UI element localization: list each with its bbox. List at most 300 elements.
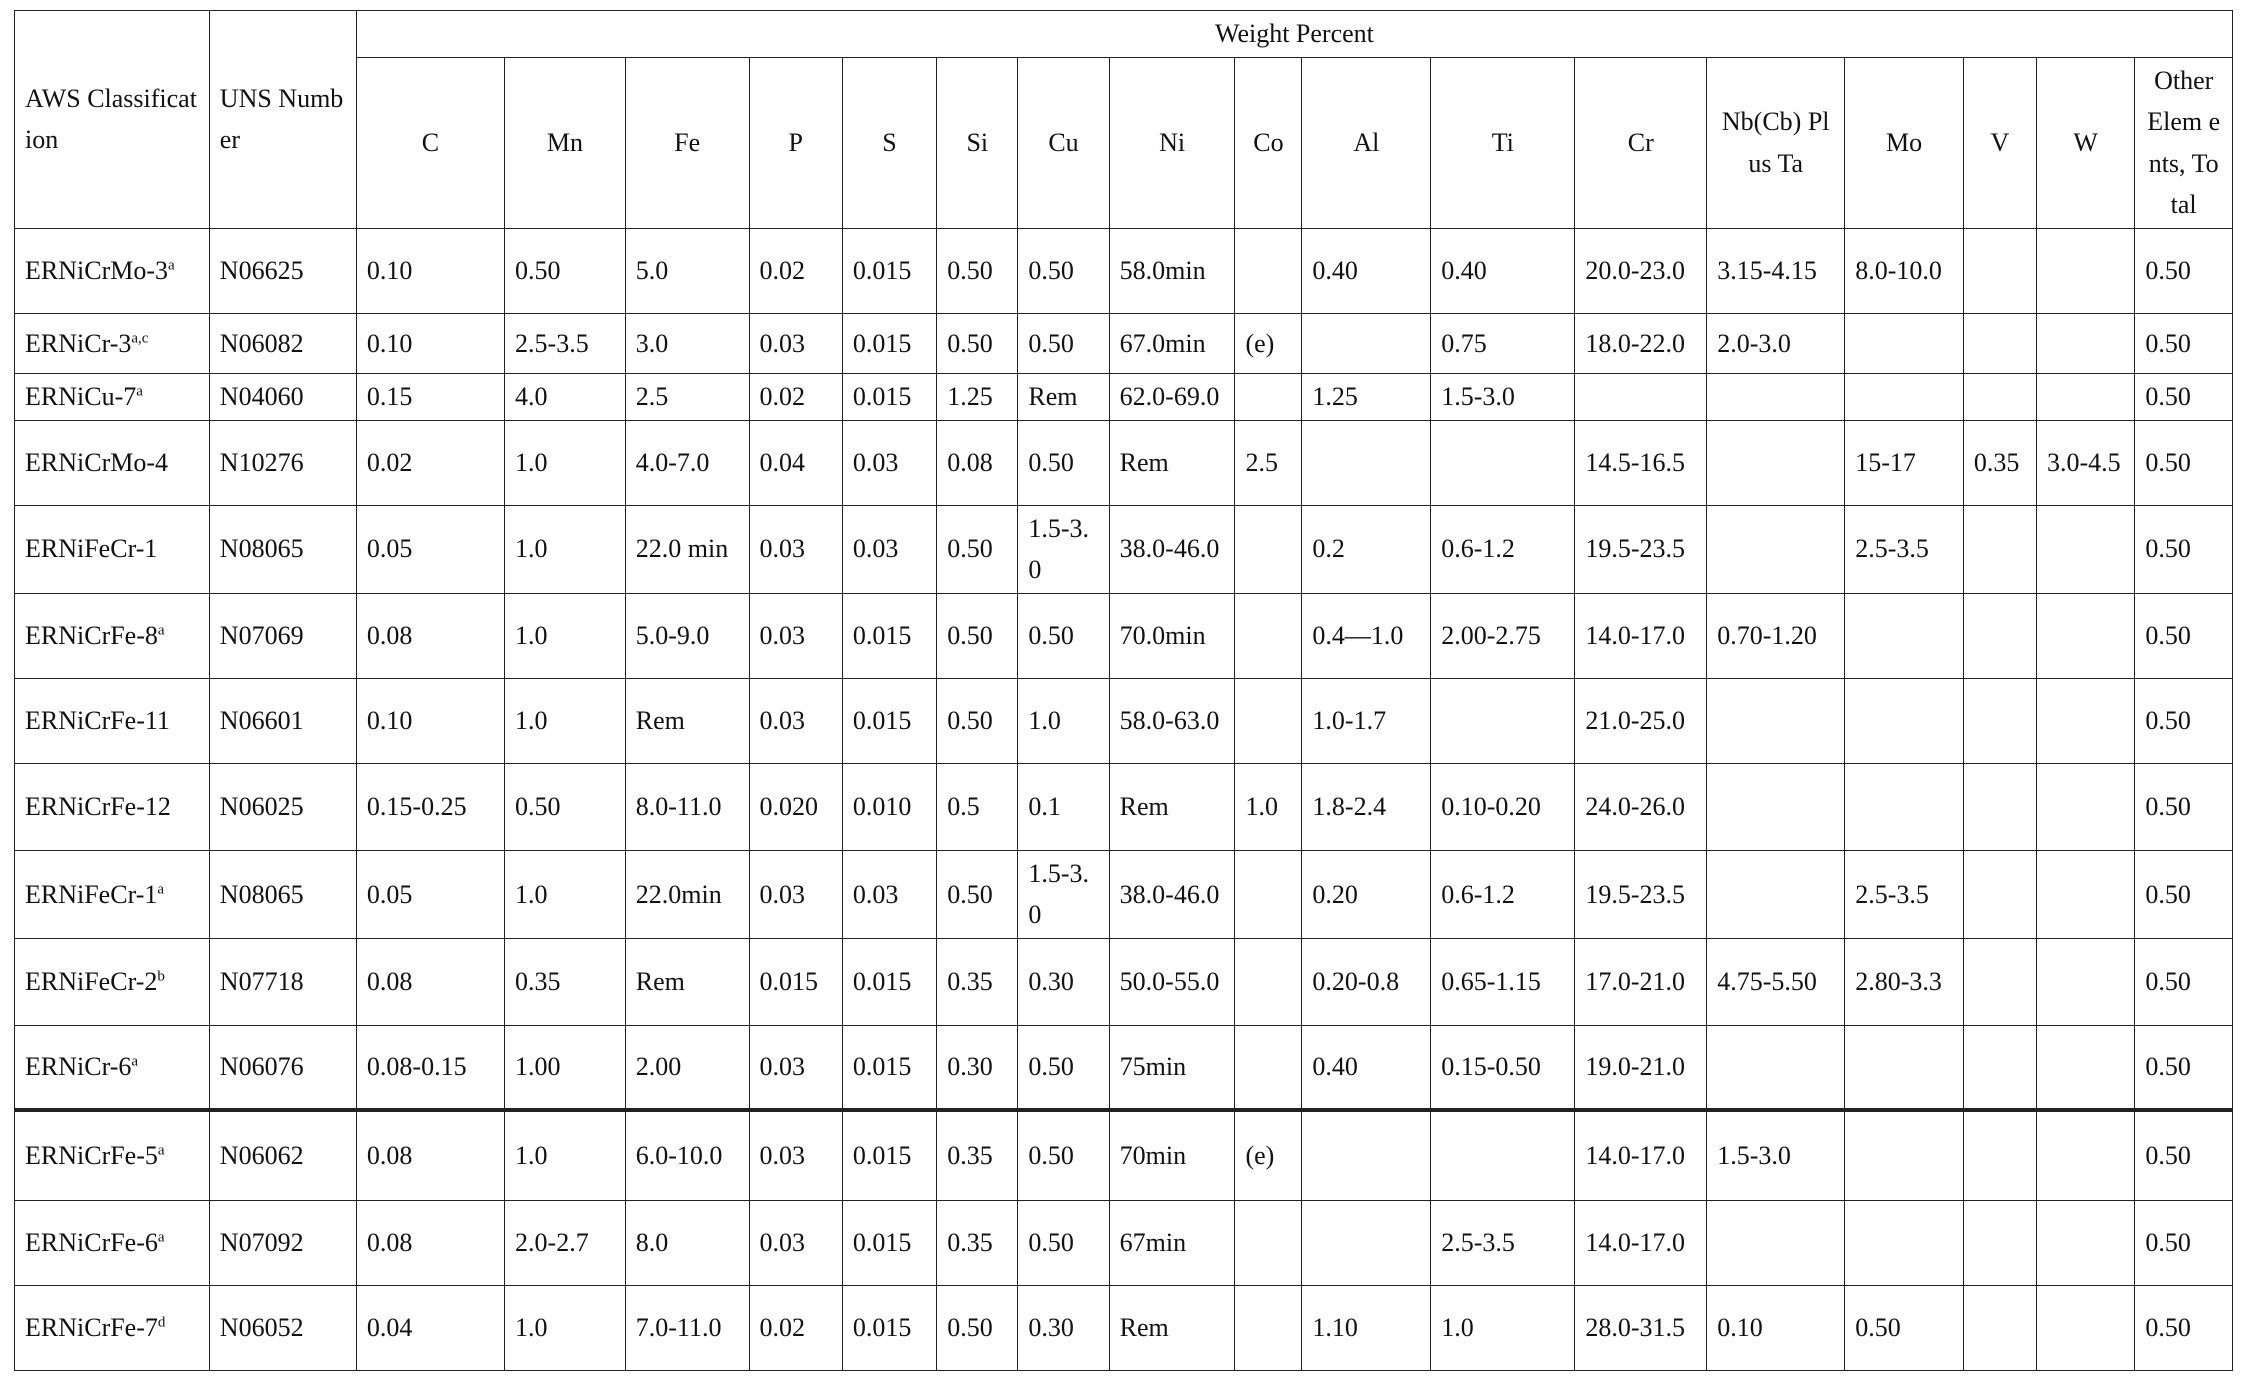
value-cell: 62.0-69.0 bbox=[1109, 373, 1235, 420]
footnote-marker: b bbox=[157, 968, 165, 985]
uns-number-cell: N06052 bbox=[209, 1285, 356, 1370]
value-cell: 2.0-3.0 bbox=[1707, 313, 1845, 373]
value-cell: 1.8-2.4 bbox=[1302, 763, 1431, 850]
aws-classification-cell bbox=[15, 373, 210, 420]
value-cell: 0.03 bbox=[842, 420, 936, 505]
header-element-cell: Al bbox=[1302, 57, 1431, 228]
value-cell: 2.00 bbox=[625, 1025, 749, 1110]
value-cell: 0.50 bbox=[937, 593, 1018, 678]
value-cell: 8.0 bbox=[625, 1200, 749, 1285]
value-cell: 1.0 bbox=[1018, 678, 1109, 763]
value-cell: 0.02 bbox=[356, 420, 504, 505]
aws-classification-text: ERNiCrFe-6 bbox=[25, 1228, 158, 1258]
value-cell: 2.00-2.75 bbox=[1431, 593, 1575, 678]
value-cell bbox=[2036, 763, 2134, 850]
value-cell bbox=[2036, 850, 2134, 938]
value-cell: 0.015 bbox=[842, 1285, 936, 1370]
table-row bbox=[15, 420, 2233, 505]
value-cell: 1.00 bbox=[505, 1025, 626, 1110]
uns-number-cell: N10276 bbox=[209, 420, 356, 505]
value-cell: 0.05 bbox=[356, 505, 504, 593]
value-cell: 70min bbox=[1109, 1110, 1235, 1200]
value-cell: 0.03 bbox=[749, 505, 842, 593]
uns-number-cell: N06062 bbox=[209, 1110, 356, 1200]
uns-number-cell: N08065 bbox=[209, 850, 356, 938]
value-cell: 3.15-4.15 bbox=[1707, 228, 1845, 313]
value-cell bbox=[1302, 1110, 1431, 1200]
value-cell: 0.35 bbox=[1963, 420, 2036, 505]
value-cell bbox=[1575, 373, 1707, 420]
value-cell bbox=[1963, 1285, 2036, 1370]
value-cell bbox=[2036, 593, 2134, 678]
value-cell: 0.50 bbox=[2135, 373, 2233, 420]
value-cell: 0.50 bbox=[2135, 850, 2233, 938]
value-cell: 2.0-2.7 bbox=[505, 1200, 626, 1285]
value-cell: 0.08 bbox=[356, 1200, 504, 1285]
value-cell bbox=[1845, 1025, 1964, 1110]
value-cell: 67min bbox=[1109, 1200, 1235, 1285]
value-cell: 0.50 bbox=[937, 228, 1018, 313]
value-cell: 0.35 bbox=[505, 938, 626, 1025]
table-row bbox=[15, 938, 2233, 1025]
value-cell: 8.0-10.0 bbox=[1845, 228, 1964, 313]
value-cell: 0.04 bbox=[749, 420, 842, 505]
value-cell bbox=[1707, 1025, 1845, 1110]
value-cell: 0.03 bbox=[749, 1200, 842, 1285]
value-cell bbox=[1845, 678, 1964, 763]
value-cell: 0.30 bbox=[1018, 1285, 1109, 1370]
value-cell: 4.0-7.0 bbox=[625, 420, 749, 505]
value-cell: 1.0 bbox=[505, 850, 626, 938]
value-cell: 4.75-5.50 bbox=[1707, 938, 1845, 1025]
value-cell bbox=[1963, 938, 2036, 1025]
value-cell: 1.0 bbox=[505, 593, 626, 678]
aws-classification-text: ERNiCrFe-12 bbox=[25, 791, 171, 821]
value-cell bbox=[2036, 1200, 2134, 1285]
value-cell: 0.10 bbox=[1707, 1285, 1845, 1370]
value-cell: 0.50 bbox=[2135, 505, 2233, 593]
header-element-cell: Si bbox=[937, 57, 1018, 228]
value-cell: 0.08 bbox=[937, 420, 1018, 505]
header-element-cell: Other Elem ents, Total bbox=[2135, 57, 2233, 228]
aws-classification-cell bbox=[15, 763, 210, 850]
value-cell bbox=[1707, 1200, 1845, 1285]
aws-classification-text: ERNiCr-6 bbox=[25, 1052, 132, 1082]
value-cell: 8.0-11.0 bbox=[625, 763, 749, 850]
value-cell bbox=[1707, 678, 1845, 763]
value-cell: 1.5-3.0 bbox=[1707, 1110, 1845, 1200]
value-cell: 0.6-1.2 bbox=[1431, 505, 1575, 593]
value-cell: 70.0min bbox=[1109, 593, 1235, 678]
value-cell: 0.03 bbox=[749, 593, 842, 678]
value-cell: 0.50 bbox=[505, 763, 626, 850]
table-row bbox=[15, 1200, 2233, 1285]
aws-classification-cell bbox=[15, 1025, 210, 1110]
value-cell bbox=[1845, 593, 1964, 678]
value-cell: 0.50 bbox=[2135, 1110, 2233, 1200]
value-cell: 0.05 bbox=[356, 850, 504, 938]
value-cell bbox=[1963, 313, 2036, 373]
value-cell: 0.50 bbox=[1018, 228, 1109, 313]
value-cell: 0.4—1.0 bbox=[1302, 593, 1431, 678]
value-cell: 28.0-31.5 bbox=[1575, 1285, 1707, 1370]
value-cell: 2.5 bbox=[625, 373, 749, 420]
value-cell: 0.40 bbox=[1302, 1025, 1431, 1110]
value-cell: 75min bbox=[1109, 1025, 1235, 1110]
value-cell bbox=[2036, 228, 2134, 313]
value-cell: Rem bbox=[625, 938, 749, 1025]
value-cell: 0.10 bbox=[356, 313, 504, 373]
uns-number-cell: N04060 bbox=[209, 373, 356, 420]
table-row bbox=[15, 1110, 2233, 1200]
value-cell: 0.50 bbox=[1018, 1200, 1109, 1285]
footnote-marker: a bbox=[157, 1142, 165, 1159]
header-element-cell: Mo bbox=[1845, 57, 1964, 228]
value-cell: Rem bbox=[625, 678, 749, 763]
uns-number-cell: N06082 bbox=[209, 313, 356, 373]
value-cell: 0.15-0.50 bbox=[1431, 1025, 1575, 1110]
value-cell: 19.5-23.5 bbox=[1575, 505, 1707, 593]
value-cell bbox=[1845, 1110, 1964, 1200]
value-cell: 0.50 bbox=[937, 313, 1018, 373]
value-cell: 0.08-0.15 bbox=[356, 1025, 504, 1110]
aws-classification-cell bbox=[15, 1110, 210, 1200]
value-cell: 0.50 bbox=[1018, 1110, 1109, 1200]
value-cell bbox=[1302, 420, 1431, 505]
value-cell: 22.0min bbox=[625, 850, 749, 938]
value-cell: 1.25 bbox=[937, 373, 1018, 420]
value-cell: 1.10 bbox=[1302, 1285, 1431, 1370]
value-cell: 3.0-4.5 bbox=[2036, 420, 2134, 505]
value-cell: 5.0 bbox=[625, 228, 749, 313]
value-cell bbox=[2036, 313, 2134, 373]
value-cell: 0.015 bbox=[842, 678, 936, 763]
value-cell: 15-17 bbox=[1845, 420, 1964, 505]
value-cell bbox=[2036, 1025, 2134, 1110]
value-cell bbox=[1845, 763, 1964, 850]
value-cell: 38.0-46.0 bbox=[1109, 505, 1235, 593]
value-cell: 0.50 bbox=[2135, 228, 2233, 313]
value-cell: 0.08 bbox=[356, 938, 504, 1025]
value-cell: (e) bbox=[1235, 1110, 1302, 1200]
aws-classification-text: ERNiFeCr-1 bbox=[25, 879, 158, 909]
value-cell: 22.0 min bbox=[625, 505, 749, 593]
value-cell: 0.50 bbox=[2135, 1200, 2233, 1285]
uns-number-cell: N06025 bbox=[209, 763, 356, 850]
value-cell: 0.2 bbox=[1302, 505, 1431, 593]
aws-classification-text: ERNiFeCr-1 bbox=[25, 534, 158, 564]
value-cell: 0.015 bbox=[842, 373, 936, 420]
value-cell bbox=[1431, 420, 1575, 505]
aws-classification-text: ERNiFeCr-2 bbox=[25, 967, 158, 997]
value-cell bbox=[1707, 420, 1845, 505]
value-cell: 0.04 bbox=[356, 1285, 504, 1370]
value-cell bbox=[1235, 373, 1302, 420]
header-aws-classification: AWS Classification bbox=[15, 11, 210, 229]
value-cell bbox=[1963, 505, 2036, 593]
value-cell bbox=[1235, 1025, 1302, 1110]
value-cell: 0.010 bbox=[842, 763, 936, 850]
value-cell: 0.50 bbox=[1018, 313, 1109, 373]
aws-classification-cell bbox=[15, 420, 210, 505]
value-cell: 17.0-21.0 bbox=[1575, 938, 1707, 1025]
aws-classification-cell bbox=[15, 678, 210, 763]
value-cell: 2.5-3.5 bbox=[1845, 850, 1964, 938]
value-cell bbox=[1963, 678, 2036, 763]
value-cell: 0.08 bbox=[356, 1110, 504, 1200]
value-cell bbox=[1235, 1200, 1302, 1285]
value-cell: 0.30 bbox=[937, 1025, 1018, 1110]
value-cell bbox=[1845, 313, 1964, 373]
footnote-marker: a bbox=[157, 880, 165, 897]
value-cell: Rem bbox=[1109, 763, 1235, 850]
header-element-cell: P bbox=[749, 57, 842, 228]
value-cell: 38.0-46.0 bbox=[1109, 850, 1235, 938]
value-cell bbox=[2036, 1110, 2134, 1200]
value-cell bbox=[1707, 763, 1845, 850]
value-cell: 0.02 bbox=[749, 373, 842, 420]
value-cell: 14.0-17.0 bbox=[1575, 593, 1707, 678]
table-row bbox=[15, 313, 2233, 373]
value-cell: 0.50 bbox=[937, 678, 1018, 763]
value-cell: Rem bbox=[1109, 420, 1235, 505]
value-cell: 1.0 bbox=[1235, 763, 1302, 850]
value-cell: 0.40 bbox=[1431, 228, 1575, 313]
value-cell: 14.0-17.0 bbox=[1575, 1200, 1707, 1285]
value-cell: 0.35 bbox=[937, 1110, 1018, 1200]
value-cell bbox=[1235, 228, 1302, 313]
value-cell: 67.0min bbox=[1109, 313, 1235, 373]
value-cell: 19.0-21.0 bbox=[1575, 1025, 1707, 1110]
aws-classification-cell bbox=[15, 593, 210, 678]
aws-classification-cell bbox=[15, 1285, 210, 1370]
value-cell: 0.015 bbox=[842, 593, 936, 678]
value-cell: 6.0-10.0 bbox=[625, 1110, 749, 1200]
value-cell: 0.015 bbox=[842, 938, 936, 1025]
footnote-marker: a,c bbox=[131, 330, 149, 347]
aws-classification-text: ERNiCrMo-3 bbox=[25, 256, 168, 286]
header-element-cell: S bbox=[842, 57, 936, 228]
value-cell bbox=[1707, 505, 1845, 593]
value-cell: 2.80-3.3 bbox=[1845, 938, 1964, 1025]
value-cell: 0.6-1.2 bbox=[1431, 850, 1575, 938]
value-cell bbox=[1707, 850, 1845, 938]
value-cell: 0.015 bbox=[842, 1025, 936, 1110]
value-cell bbox=[1707, 373, 1845, 420]
value-cell: 0.20-0.8 bbox=[1302, 938, 1431, 1025]
value-cell bbox=[1845, 1200, 1964, 1285]
value-cell: 0.50 bbox=[2135, 938, 2233, 1025]
value-cell: 1.0-1.7 bbox=[1302, 678, 1431, 763]
value-cell: 0.015 bbox=[842, 1110, 936, 1200]
value-cell bbox=[1235, 678, 1302, 763]
value-cell: 1.0 bbox=[505, 505, 626, 593]
header-weight-percent: Weight Percent bbox=[356, 11, 2232, 58]
value-cell: 0.75 bbox=[1431, 313, 1575, 373]
aws-classification-cell bbox=[15, 1200, 210, 1285]
value-cell: 0.50 bbox=[1845, 1285, 1964, 1370]
table-row bbox=[15, 505, 2233, 593]
uns-number-cell: N08065 bbox=[209, 505, 356, 593]
value-cell bbox=[2036, 1285, 2134, 1370]
value-cell: 0.10 bbox=[356, 678, 504, 763]
value-cell: 0.50 bbox=[1018, 420, 1109, 505]
header-element-cell: C bbox=[356, 57, 504, 228]
value-cell: 0.015 bbox=[842, 313, 936, 373]
value-cell: Rem bbox=[1109, 1285, 1235, 1370]
value-cell bbox=[1431, 1110, 1575, 1200]
value-cell bbox=[1963, 593, 2036, 678]
uns-number-cell: N07092 bbox=[209, 1200, 356, 1285]
value-cell bbox=[1235, 505, 1302, 593]
table-row bbox=[15, 1285, 2233, 1370]
value-cell bbox=[1302, 1200, 1431, 1285]
value-cell: 0.40 bbox=[1302, 228, 1431, 313]
footnote-marker: a bbox=[168, 257, 175, 274]
value-cell: 1.5-3.0 bbox=[1018, 505, 1109, 593]
value-cell: 2.5-3.5 bbox=[505, 313, 626, 373]
header-element-cell: W bbox=[2036, 57, 2134, 228]
value-cell: 0.10-0.20 bbox=[1431, 763, 1575, 850]
aws-classification-cell bbox=[15, 938, 210, 1025]
value-cell: 0.50 bbox=[2135, 593, 2233, 678]
value-cell: 0.03 bbox=[842, 850, 936, 938]
table-row bbox=[15, 850, 2233, 938]
header-row-1 bbox=[15, 11, 2233, 58]
value-cell bbox=[1431, 678, 1575, 763]
value-cell: 0.02 bbox=[749, 1285, 842, 1370]
value-cell: Rem bbox=[1018, 373, 1109, 420]
value-cell: 0.03 bbox=[749, 850, 842, 938]
value-cell: 0.50 bbox=[505, 228, 626, 313]
footnote-marker: a bbox=[131, 1053, 139, 1070]
table-row bbox=[15, 593, 2233, 678]
value-cell: 0.50 bbox=[937, 1285, 1018, 1370]
value-cell: 14.0-17.0 bbox=[1575, 1110, 1707, 1200]
value-cell: 2.5-3.5 bbox=[1431, 1200, 1575, 1285]
value-cell bbox=[1963, 1200, 2036, 1285]
value-cell: 0.50 bbox=[2135, 1025, 2233, 1110]
value-cell: 19.5-23.5 bbox=[1575, 850, 1707, 938]
value-cell: 0.015 bbox=[749, 938, 842, 1025]
header-element-cell: Cu bbox=[1018, 57, 1109, 228]
value-cell: 1.0 bbox=[1431, 1285, 1575, 1370]
aws-classification-cell bbox=[15, 505, 210, 593]
table-row bbox=[15, 373, 2233, 420]
value-cell bbox=[2036, 505, 2134, 593]
value-cell: 0.50 bbox=[2135, 763, 2233, 850]
value-cell: 21.0-25.0 bbox=[1575, 678, 1707, 763]
footnote-marker: a bbox=[157, 1229, 165, 1246]
value-cell: 0.50 bbox=[1018, 593, 1109, 678]
header-element-cell: Ti bbox=[1431, 57, 1575, 228]
value-cell: 1.0 bbox=[505, 1285, 626, 1370]
value-cell: 0.03 bbox=[749, 1025, 842, 1110]
value-cell: 0.50 bbox=[2135, 420, 2233, 505]
value-cell: 24.0-26.0 bbox=[1575, 763, 1707, 850]
value-cell: 5.0-9.0 bbox=[625, 593, 749, 678]
value-cell: 0.50 bbox=[2135, 678, 2233, 763]
header-element-cell: Nb(Cb) Plus Ta bbox=[1707, 57, 1845, 228]
value-cell: 0.65-1.15 bbox=[1431, 938, 1575, 1025]
value-cell bbox=[1963, 1025, 2036, 1110]
uns-number-cell: N07069 bbox=[209, 593, 356, 678]
value-cell: 18.0-22.0 bbox=[1575, 313, 1707, 373]
value-cell: 0.15-0.25 bbox=[356, 763, 504, 850]
value-cell: 58.0-63.0 bbox=[1109, 678, 1235, 763]
value-cell: 0.10 bbox=[356, 228, 504, 313]
value-cell bbox=[1845, 373, 1964, 420]
value-cell: 4.0 bbox=[505, 373, 626, 420]
value-cell: 0.50 bbox=[2135, 1285, 2233, 1370]
table-wrapper bbox=[14, 10, 2233, 1371]
table-row bbox=[15, 228, 2233, 313]
composition-table bbox=[14, 10, 2233, 1371]
header-uns-number: UNS Number bbox=[209, 11, 356, 229]
value-cell: 0.08 bbox=[356, 593, 504, 678]
footnote-marker: d bbox=[157, 1314, 166, 1331]
value-cell: 0.020 bbox=[749, 763, 842, 850]
header-element-cell: Ni bbox=[1109, 57, 1235, 228]
uns-number-cell: N06625 bbox=[209, 228, 356, 313]
value-cell: 0.50 bbox=[1018, 1025, 1109, 1110]
table-row bbox=[15, 763, 2233, 850]
value-cell: 0.03 bbox=[842, 505, 936, 593]
aws-classification-text: ERNiCrFe-7 bbox=[25, 1313, 158, 1343]
header-element-cell: Cr bbox=[1575, 57, 1707, 228]
value-cell: 7.0-11.0 bbox=[625, 1285, 749, 1370]
value-cell bbox=[2036, 678, 2134, 763]
uns-number-cell: N07718 bbox=[209, 938, 356, 1025]
value-cell: 0.20 bbox=[1302, 850, 1431, 938]
aws-classification-text: ERNiCrFe-11 bbox=[25, 705, 170, 735]
aws-classification-text: ERNiCrMo-4 bbox=[25, 447, 168, 477]
value-cell: 1.5-3.0 bbox=[1431, 373, 1575, 420]
value-cell: 3.0 bbox=[625, 313, 749, 373]
footnote-marker: a bbox=[136, 383, 143, 400]
value-cell bbox=[1235, 938, 1302, 1025]
value-cell bbox=[1963, 373, 2036, 420]
value-cell: 0.50 bbox=[937, 850, 1018, 938]
table-body bbox=[15, 228, 2233, 1370]
aws-classification-cell bbox=[15, 313, 210, 373]
value-cell: 50.0-55.0 bbox=[1109, 938, 1235, 1025]
value-cell bbox=[1963, 763, 2036, 850]
value-cell bbox=[1302, 313, 1431, 373]
value-cell: 0.03 bbox=[749, 678, 842, 763]
aws-classification-cell bbox=[15, 228, 210, 313]
value-cell: 0.50 bbox=[937, 505, 1018, 593]
value-cell: 1.25 bbox=[1302, 373, 1431, 420]
header-element-cell: Co bbox=[1235, 57, 1302, 228]
value-cell bbox=[1963, 1110, 2036, 1200]
value-cell: 1.0 bbox=[505, 1110, 626, 1200]
value-cell bbox=[2036, 938, 2134, 1025]
aws-classification-text: ERNiCr-3 bbox=[25, 328, 132, 358]
value-cell: 0.35 bbox=[937, 1200, 1018, 1285]
aws-classification-cell bbox=[15, 850, 210, 938]
value-cell: 2.5 bbox=[1235, 420, 1302, 505]
value-cell: 1.5-3.0 bbox=[1018, 850, 1109, 938]
value-cell: 0.015 bbox=[842, 1200, 936, 1285]
table-row bbox=[15, 678, 2233, 763]
value-cell: 0.35 bbox=[937, 938, 1018, 1025]
value-cell bbox=[1235, 593, 1302, 678]
header-element-cell: V bbox=[1963, 57, 2036, 228]
header-element-cell: Mn bbox=[505, 57, 626, 228]
aws-classification-text: ERNiCu-7 bbox=[25, 381, 137, 411]
header-element-cell: Fe bbox=[625, 57, 749, 228]
